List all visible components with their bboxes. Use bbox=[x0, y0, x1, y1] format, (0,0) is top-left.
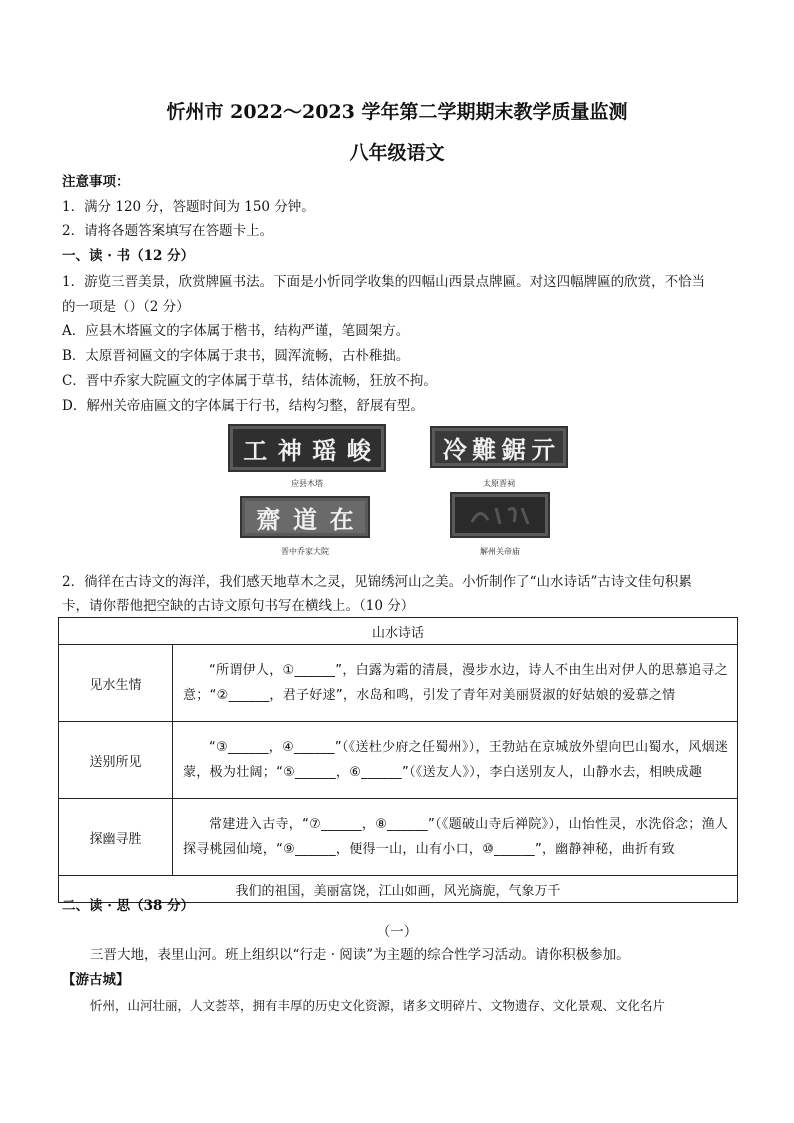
row-text: 常建进入古寺，“⑦______，⑧______”（《题破山寺后禅院》），山怡性灵，水洗俗念；渔人探寻桃园仙境，“⑨______，便得一山，山有小口，⑩______”，幽静神秘，曲折有致 bbox=[173, 799, 738, 876]
sub-text: 忻州，山河壮丽，人文荟萃，拥有丰厚的历史文化资源，诸多文明碎片、文物遗存、文化景观、文化名片 bbox=[90, 998, 666, 1013]
q1-text: 1．游览三晋美景，欣赏牌匾书法。下面是小忻同学收集的四幅山西景点牌匾。对这四幅牌匾的欣赏，不恰当 bbox=[62, 274, 706, 290]
plaque-caption: 应县木塔 bbox=[291, 479, 323, 488]
section1-heading: 一、读 · 书（12 分） bbox=[62, 248, 195, 264]
table-row bbox=[59, 799, 738, 876]
option-c: C．晋中乔家大院匾文的字体属于草书，结体流畅，狂放不拘。 bbox=[62, 373, 437, 389]
plaque-guandi-temple bbox=[450, 492, 550, 538]
section2-intro: 三晋大地，表里山河。班上组织以“行走 · 阅读”为主题的综合性学习活动。请你积极参加。 bbox=[90, 947, 630, 963]
table-footer: 我们的祖国，美丽富饶，江山如画，风光旖旎，气象万千 bbox=[59, 876, 738, 903]
notice-item: 2．请将各题答案填写在答题卡上。 bbox=[62, 223, 274, 239]
plaque-jinci: 冷 難 鋸 亓 bbox=[430, 426, 568, 468]
notice-item: 1．满分 120 分，答题时间为 150 分钟。 bbox=[62, 199, 315, 215]
plaque-qiao-family: 齋 道 在 bbox=[240, 496, 370, 538]
table-header: 山水诗话 bbox=[59, 618, 738, 645]
row-label: 探幽寻胜 bbox=[59, 799, 173, 876]
table-row bbox=[59, 722, 738, 799]
plaque-figure bbox=[225, 420, 565, 560]
sub-heading: 【游古城】 bbox=[62, 972, 130, 988]
plaque-caption: 解州关帝庙 bbox=[480, 547, 520, 556]
q2-text: 卡，请你帮他把空缺的古诗文原句书写在横线上。（10 分） bbox=[62, 598, 415, 614]
row-label: 见水生情 bbox=[59, 645, 173, 722]
exam-title: 忻州市 2022～2023 学年第二学期期末教学质量监测 bbox=[166, 101, 628, 123]
option-d: D．解州关帝庙匾文的字体属于行书，结构匀整，舒展有型。 bbox=[62, 398, 424, 414]
faded-inscription-icon bbox=[460, 500, 540, 530]
plaque-yingxian-pagoda: 工 神 瑶 峻 bbox=[228, 424, 386, 472]
notice-heading: 注意事项： bbox=[62, 174, 130, 190]
option-a: A．应县木塔匾文的字体属于楷书，结构严谨，笔圆架方。 bbox=[62, 323, 410, 339]
table-row bbox=[59, 645, 738, 722]
row-label: 送别所见 bbox=[59, 722, 173, 799]
row-text: “所谓伊人，①______”，白露为霜的清晨，漫步水边，诗人不由生出对伊人的思慕追寻之意；“②______，君子好逑”，水岛和鸣，引发了青年对美丽贤淑的好姑娘的爱慕之情 bbox=[173, 645, 738, 722]
poem-table bbox=[58, 617, 738, 903]
row-text: “③______，④______”（《送杜少府之任蜀州》），王勃站在京城放外望向巴山蜀水，风烟迷蒙，极为壮阔；“⑤______，⑥______”（《送友人》），李白送别友人，山静水去，相映成趣 bbox=[173, 722, 738, 799]
section2-heading: 二、读 · 思（38 分） bbox=[62, 898, 195, 914]
q2-text: 2．徜徉在古诗文的海洋，我们感天地草木之灵，见锦绣河山之美。小忻制作了“山水诗话”古诗文佳句积累 bbox=[62, 574, 692, 590]
q1-text: 的一项是（）（2 分） bbox=[62, 299, 190, 315]
section2-part: （一） bbox=[376, 924, 418, 940]
option-b: B．太原晋祠匾文的字体属于隶书，圆浑流畅，古朴稚拙。 bbox=[62, 348, 410, 364]
plaque-caption: 晋中乔家大院 bbox=[281, 547, 329, 556]
exam-subtitle: 八年级语文 bbox=[349, 142, 445, 164]
plaque-caption: 太原晋祠 bbox=[483, 479, 515, 488]
